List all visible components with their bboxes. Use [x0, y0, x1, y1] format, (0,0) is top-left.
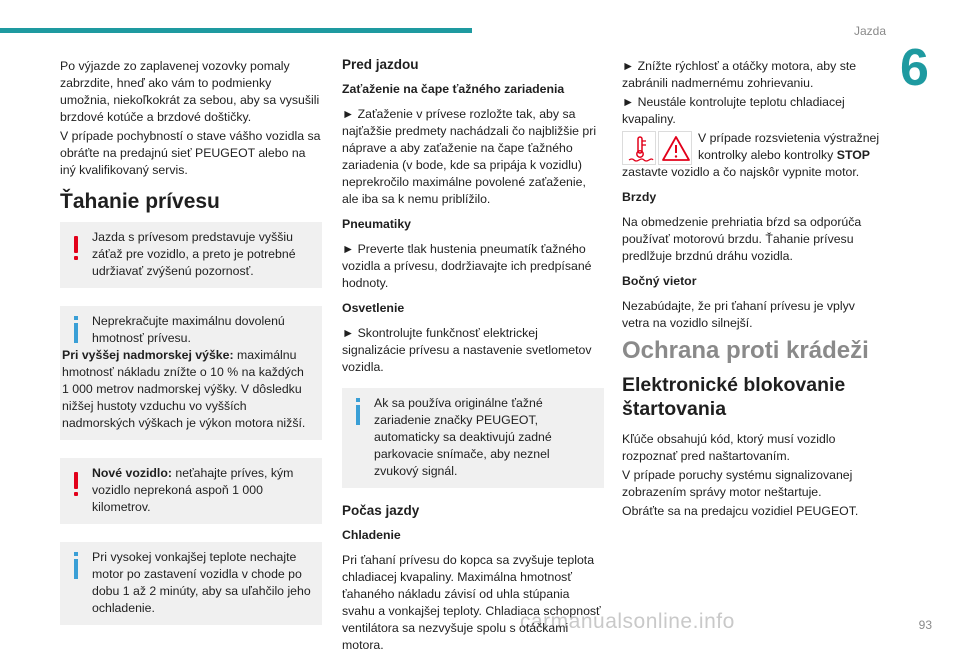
warning-lamp-text-b: zastavte vozidlo a čo najskôr vypnite motor.: [622, 165, 860, 179]
info-note-1: [60, 306, 322, 440]
intro-paragraph-2: V prípade pochybností o stave vášho vozidla sa obráťte na predajnú sieť PEUGEOT alebo na iný kvalifikovaný servis.: [60, 129, 321, 177]
intro-paragraph-1: Po výjazde zo zaplavenej vozovky pomaly zabrzdite, hneď ako vám to podmienky umožnia, niekoľkokrát za sebou, aby sa vysušili brzdové kotúče a brzdové doštičky.: [60, 59, 320, 124]
page-number: 93: [918, 618, 932, 632]
warning-lamp-row: [622, 130, 884, 164]
info-icon: [71, 552, 81, 584]
info-note-2: [60, 542, 322, 625]
heading-crosswind: Bočný vietor: [622, 274, 697, 288]
heading-cooling: Chladenie: [342, 528, 401, 542]
lighting-text: ► Skontrolujte funkčnosť elektrickej signalizácie prívesu a nastavenie svetlometov vozidla.: [342, 326, 592, 374]
info-note-3-rest: zariadenie značky PEUGEOT, automaticky sa deaktivujú zadné parkovacie snímače, aby neznel zvukový signál.: [374, 413, 552, 478]
info-note-3-line1: Ak sa používa originálne ťažné: [374, 396, 543, 410]
stop-label: STOP: [836, 148, 871, 162]
section-title-towing: Ťahanie prívesu: [60, 190, 220, 213]
towball-load-text: ► Zaťaženie v prívese rozložte tak, aby sa najťažšie predmety nachádzali čo najbližšie pri náprave a aby zaťaženie na čape ťažného zariadenia (v bode, kde sa pripája k vozidlu) neprekročilo maximálne povolené zaťaženie, ale iba sa k nemu priblížilo.: [342, 107, 597, 206]
info-note-1-rest: [62, 347, 312, 432]
coolant-temperature-warning-icon: [622, 131, 656, 165]
warning-lamp-text: [698, 130, 884, 164]
altitude-label: Pri vyššej nadmorskej výške:: [62, 348, 234, 362]
tyres-text: ► Preverte tlak hustenia pneumatík ťažného vozidla a prívesu, dodržiavajte ich predpísané hodnoty.: [342, 242, 592, 290]
heading-brakes: Brzdy: [622, 190, 657, 204]
info-note-1-line1: Neprekračujte maximálnu dovolenú: [92, 314, 285, 328]
info-note-1-line2: hmotnosť prívesu.: [92, 331, 191, 345]
column-3: [622, 58, 884, 522]
heading-towball-load: Zaťaženie na čape ťažného zariadenia: [342, 82, 565, 96]
heading-while-driving: Počas jazdy: [342, 503, 420, 518]
warning-icon: [71, 232, 81, 264]
altitude-text: maximálnu hmotnosť nákladu znížte o 10 % na každých 1 000 metrov nadmorskej výšky. V dôsledku nižšej hustoty vzduchu vo vyšších nadmorských výškach je výkon motora nižší.: [62, 348, 306, 430]
immobiliser-text-3: Obráťte sa na predajcu vozidiel PEUGEOT.: [622, 504, 859, 518]
cooling-text: Pri ťahaní prívesu do kopca sa zvyšuje teplota chladiacej kvapaliny. Maximálna hmotnosť ťahaného nákladu závisí od uhla stúpania svahu a vonkajšej teploty. Chladiaca schopnosť ventilátora sa nezvyšuje spolu s otáčkami motora.: [342, 553, 601, 652]
warning-note-1-line1: Jazda s prívesom predstavuje vyššiu: [92, 230, 293, 244]
heading-lighting: Osvetlenie: [342, 301, 405, 315]
check-coolant-text: ► Neustále kontrolujte teplotu chladiacej kvapaliny.: [622, 95, 845, 126]
chapter-number: 6: [900, 39, 929, 97]
chapter-title: Jazda: [853, 24, 886, 38]
warning-icon: [71, 468, 81, 500]
immobiliser-text-2: V prípade poruchy systému signalizovanej zobrazením správy motor neštartuje.: [622, 468, 853, 499]
brakes-text: Na obmedzenie prehriatia bŕzd sa odporúča používať motorovú brzdu. Ťahanie prívesu predlžuje brzdnú dráhu vozidla.: [622, 215, 862, 263]
warning-note-2-rest: vozidlo neprekoná aspoň 1 000 kilometrov.: [92, 483, 263, 514]
warning-note-2: [60, 458, 322, 524]
reduce-speed-text: ► Znížte rýchlosť a otáčky motora, aby ste zabránili nadmernému zohrievaniu.: [622, 59, 857, 90]
new-vehicle-label: Nové vozidlo:: [92, 466, 172, 480]
heading-tyres: Pneumatiky: [342, 217, 412, 231]
info-note-2-line1: Pri vysokej vonkajšej teplote nechajte: [92, 550, 297, 564]
immobiliser-text-1: Kľúče obsahujú kód, ktorý musí vozidlo rozpoznať pred naštartovaním.: [622, 432, 836, 463]
column-2: [342, 56, 604, 656]
column-1: [60, 58, 322, 643]
warning-note-2-line1: [62, 465, 312, 482]
warning-lamp-text-a: V prípade rozsvietenia výstražnej kontrolky alebo kontrolky: [698, 131, 880, 162]
heading-electronic-immobiliser: Elektronické blokovanie štartovania: [622, 374, 846, 420]
warning-note-1-rest: záťaž pre vozidlo, a preto je potrebné udržiavať zvýšenú pozornosť.: [92, 247, 296, 278]
section-title-anti-theft: Ochrana proti krádeži: [622, 337, 869, 364]
info-icon: [353, 398, 363, 430]
warning-note-1: [60, 222, 322, 288]
heading-before-driving: Pred jazdou: [342, 57, 419, 72]
header-accent-bar: [0, 28, 472, 33]
crosswind-text: Nezabúdajte, že pri ťahaní prívesu je vplyv vetra na vozidlo silnejší.: [622, 299, 855, 330]
info-icon: [71, 316, 81, 348]
info-note-3: [342, 388, 604, 488]
info-note-2-rest: motor po zastavení vozidla v chode po dobu 1 až 2 minúty, aby sa uľahčilo jeho ochladenie.: [92, 567, 311, 615]
watermark: carmanualsonline.info: [520, 610, 735, 633]
warning-triangle-icon: [658, 131, 692, 165]
new-vehicle-text: neťahajte príves, kým: [171, 466, 294, 480]
